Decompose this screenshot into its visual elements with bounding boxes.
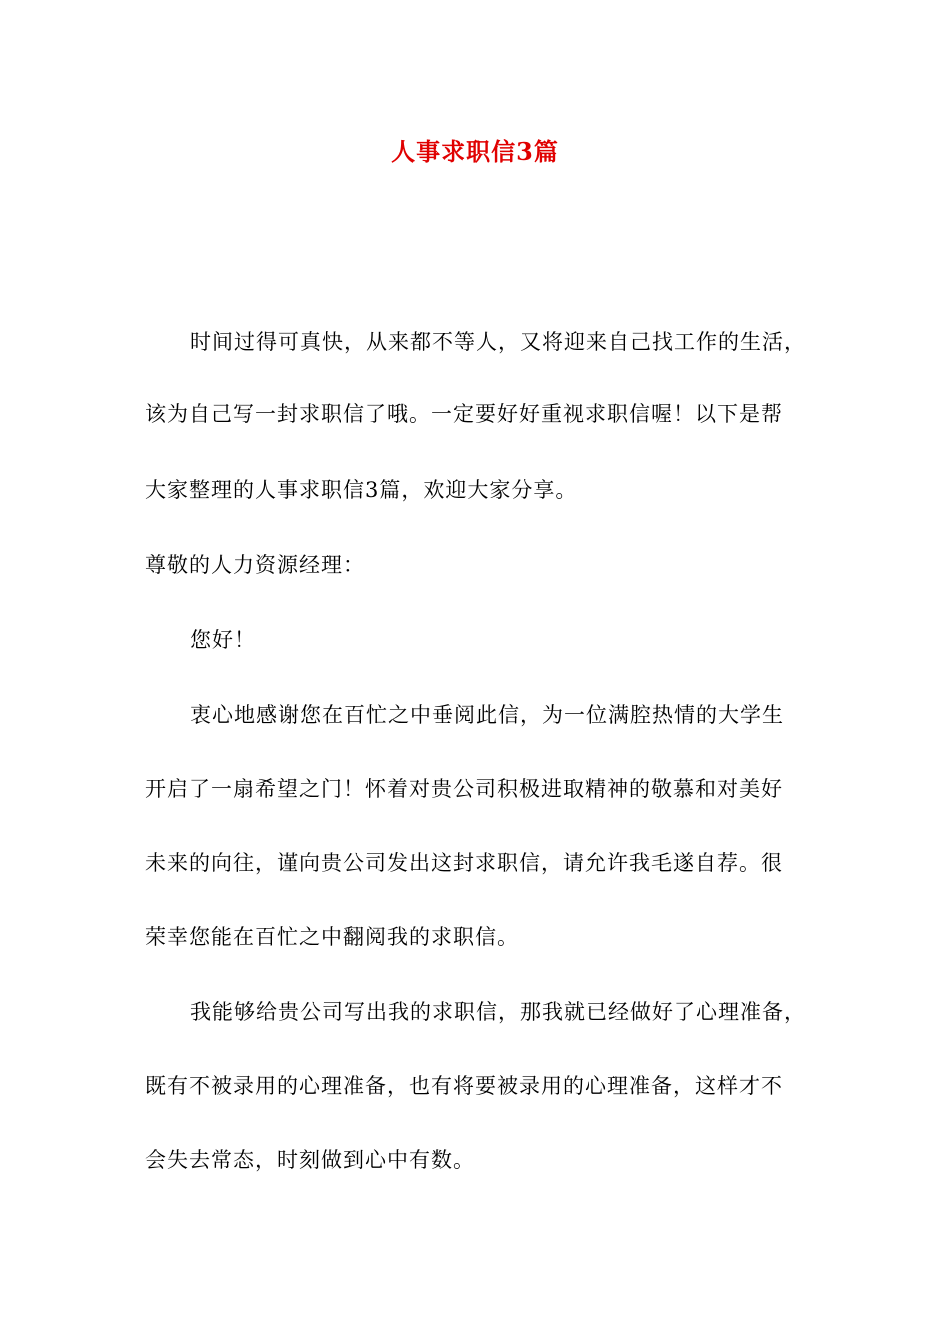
paragraph-line: 时间过得可真快，从来都不等人，又将迎来自己找工作的生活，: [190, 330, 806, 354]
document-title: 人事求职信3篇: [391, 137, 559, 166]
paragraph-line: 我能够给贵公司写出我的求职信，那我就已经做好了心理准备，: [190, 1000, 806, 1024]
paragraph-line: 未来的向往，谨向贵公司发出这封求职信，请允许我毛遂自荐。很: [145, 851, 783, 875]
paragraph-line: 衷心地感谢您在百忙之中垂阅此信，为一位满腔热情的大学生: [190, 703, 784, 727]
paragraph-line: 既有不被录用的心理准备，也有将要被录用的心理准备，这样才不: [145, 1074, 783, 1098]
paragraph-line: 开启了一扇希望之门！怀着对贵公司积极进取精神的敬慕和对美好: [145, 777, 783, 801]
greeting: 您好！: [190, 628, 256, 652]
paragraph-line: 荣幸您能在百忙之中翻阅我的求职信。: [145, 925, 519, 949]
paragraph-line: 会失去常态，时刻做到心中有数。: [145, 1148, 475, 1172]
paragraph-line: 大家整理的人事求职信3篇，欢迎大家分享。: [145, 478, 578, 502]
salutation: 尊敬的人力资源经理：: [145, 553, 365, 577]
paragraph-line: 该为自己写一封求职信了哦。一定要好好重视求职信喔！以下是帮: [145, 402, 783, 426]
